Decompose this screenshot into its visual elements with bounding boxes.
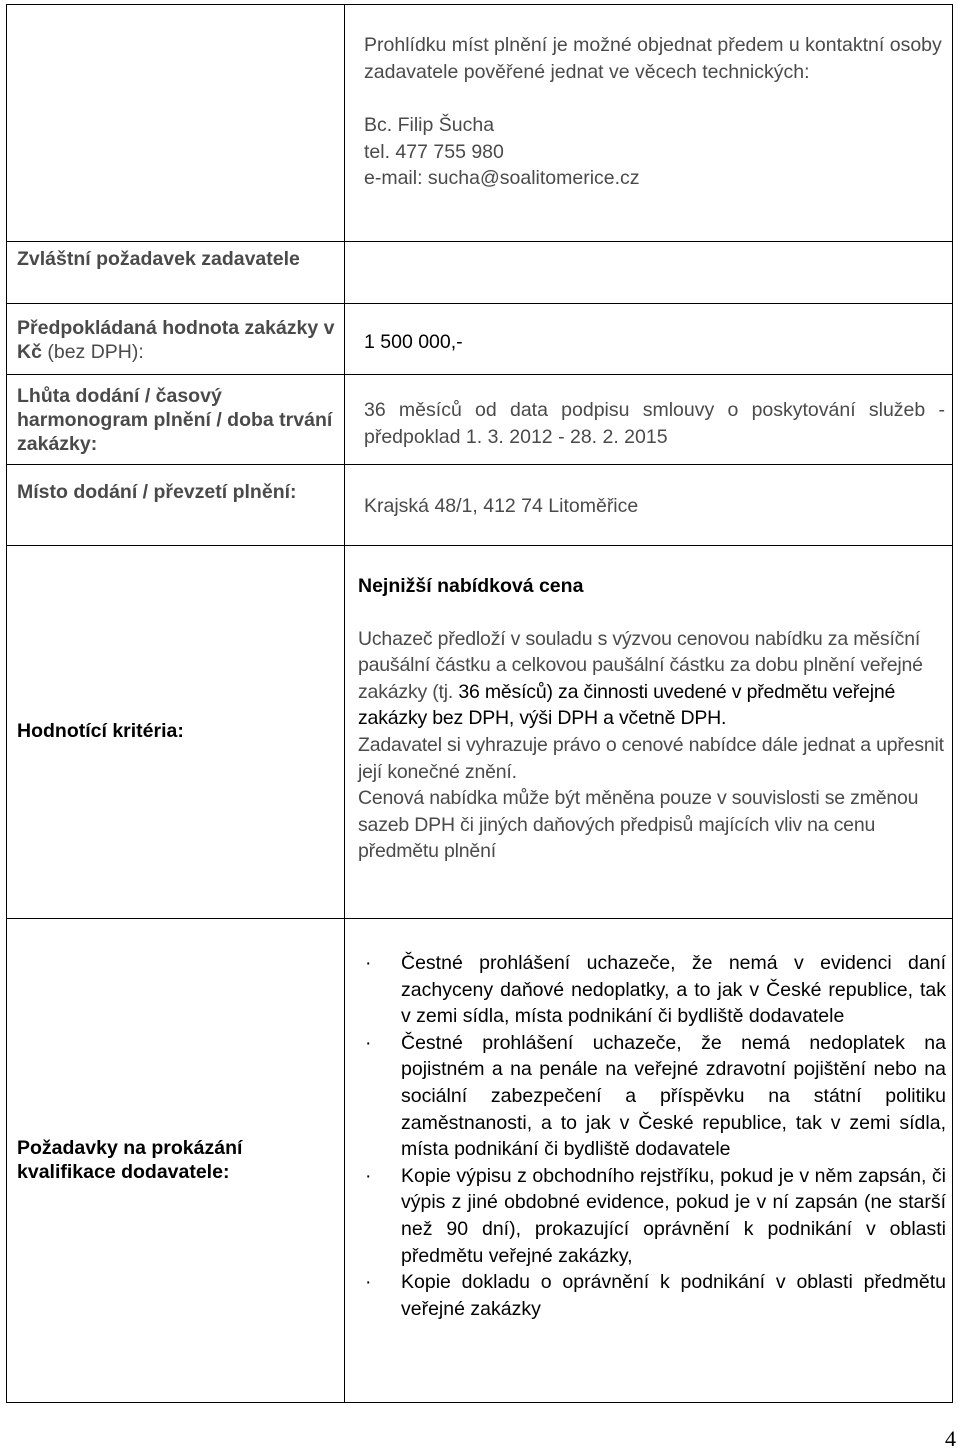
bullet-icon: ·: [365, 1031, 372, 1054]
page-number: 4: [945, 1426, 956, 1451]
contact-name: Bc. Filip Šucha: [364, 114, 495, 137]
site-inspection-text: Prohlídku míst plnění je možné objednat předem u kontaktní osoby zadavatele pověřené jednat ve věcech technických:: [364, 34, 942, 83]
qualification-label: Požadavky na prokázání kvalifikace dodavatele:: [17, 1137, 243, 1183]
estimated-value-label: [17, 316, 337, 364]
list-item: · Čestné prohlášení uchazeče, že nemá v evidenci daní zachyceny daňové nedoplatky, a to jak v České republice, tak v zemi sídla, místa podnikání či bydliště dodavatele: [365, 952, 946, 1028]
estimated-value-label-bold: Předpokládaná hodnota zakázky v Kč: [17, 317, 335, 363]
evaluation-paragraph-3: Cenová nabídka může být měněna pouze v souvislosti se změnou sazeb DPH či jiných daňových předpisů majících vliv na cenu předmětu plnění: [358, 787, 919, 863]
row-divider: [6, 374, 953, 375]
contact-email: e-mail: sucha@soalitomerice.cz: [364, 167, 640, 190]
list-item: · Čestné prohlášení uchazeče, že nemá nedoplatek na pojistném a na penále na veřejné zdravotní pojištění nebo na sociální zabezpečení a příspěvku na státní politiku zaměstnanosti, a to jak v České republice, tak v zemi sídla, místa podnikání či bydliště dodavatele: [365, 1031, 946, 1161]
row-divider: [6, 918, 953, 919]
qualification-requirements: [359, 950, 946, 1322]
delivery-period-label: Lhůta dodání / časový harmonogram plnění / doba trvání zakázky:: [17, 385, 333, 455]
estimated-value: 1 500 000,-: [364, 331, 463, 353]
bullet-icon: ·: [365, 952, 372, 974]
delivery-period-value: 36 měsíců od data podpisu smlouvy o poskytování služeb - předpoklad 1. 3. 2012 - 28. 2. 2015: [364, 399, 945, 448]
evaluation-paragraph-2: Zadavatel si vyhrazuje právo o cenové nabídce dále jednat a upřesnit její konečné znění.: [358, 733, 944, 783]
row-divider: [6, 464, 953, 465]
list-item: · Kopie výpisu z obchodního rejstříku, pokud je v něm zapsán, či výpis z jiné obdobné evidence, pokud je v ní zapsán (ne starší než 90 dní), prokazující oprávnění k podnikání v oblasti předmětu veřejné zakázky,: [365, 1164, 946, 1267]
evaluation-criteria-cell: [358, 573, 948, 865]
table-border-top: [6, 4, 953, 5]
row-divider: [6, 241, 953, 242]
qualification-list: [359, 950, 946, 1322]
bullet-icon: ·: [365, 1271, 372, 1294]
list-item: · Kopie dokladu o oprávnění k podnikání v oblasti předmětu veřejné zakázky: [365, 1271, 946, 1320]
delivery-place-value: Krajská 48/1, 412 74 Litoměřice: [364, 495, 639, 517]
bullet-icon: ·: [365, 1164, 372, 1187]
evaluation-criteria-label: Hodnotící kritéria:: [17, 720, 184, 742]
table-border-right: [952, 4, 953, 1403]
column-divider: [344, 4, 345, 1403]
delivery-place-label: Místo dodání / převzetí plnění:: [17, 481, 297, 503]
table-border-bottom: [6, 1402, 953, 1403]
contact-phone: tel. 477 755 980: [364, 140, 504, 163]
estimated-value-label-note: (bez DPH):: [41, 341, 144, 363]
special-requirement-label: Zvláštní požadavek zadavatele: [17, 248, 300, 270]
row-divider: [6, 545, 953, 546]
evaluation-heading: Nejnižší nabídková cena: [358, 575, 584, 597]
row-divider: [6, 303, 953, 304]
evaluation-paragraph-1: Uchazeč předloží v souladu s výzvou cenovou nabídku za měsíční paušální částku a celkovou paušální částku za dobu plnění veřejné zakázky (tj. 36 měsíců) za činnosti uvedené v předmětu veřejné zakázky bez DPH, výši DPH a včetně DPH.: [358, 627, 923, 730]
table-border-left: [6, 4, 7, 1403]
site-inspection-cell: [364, 32, 944, 192]
